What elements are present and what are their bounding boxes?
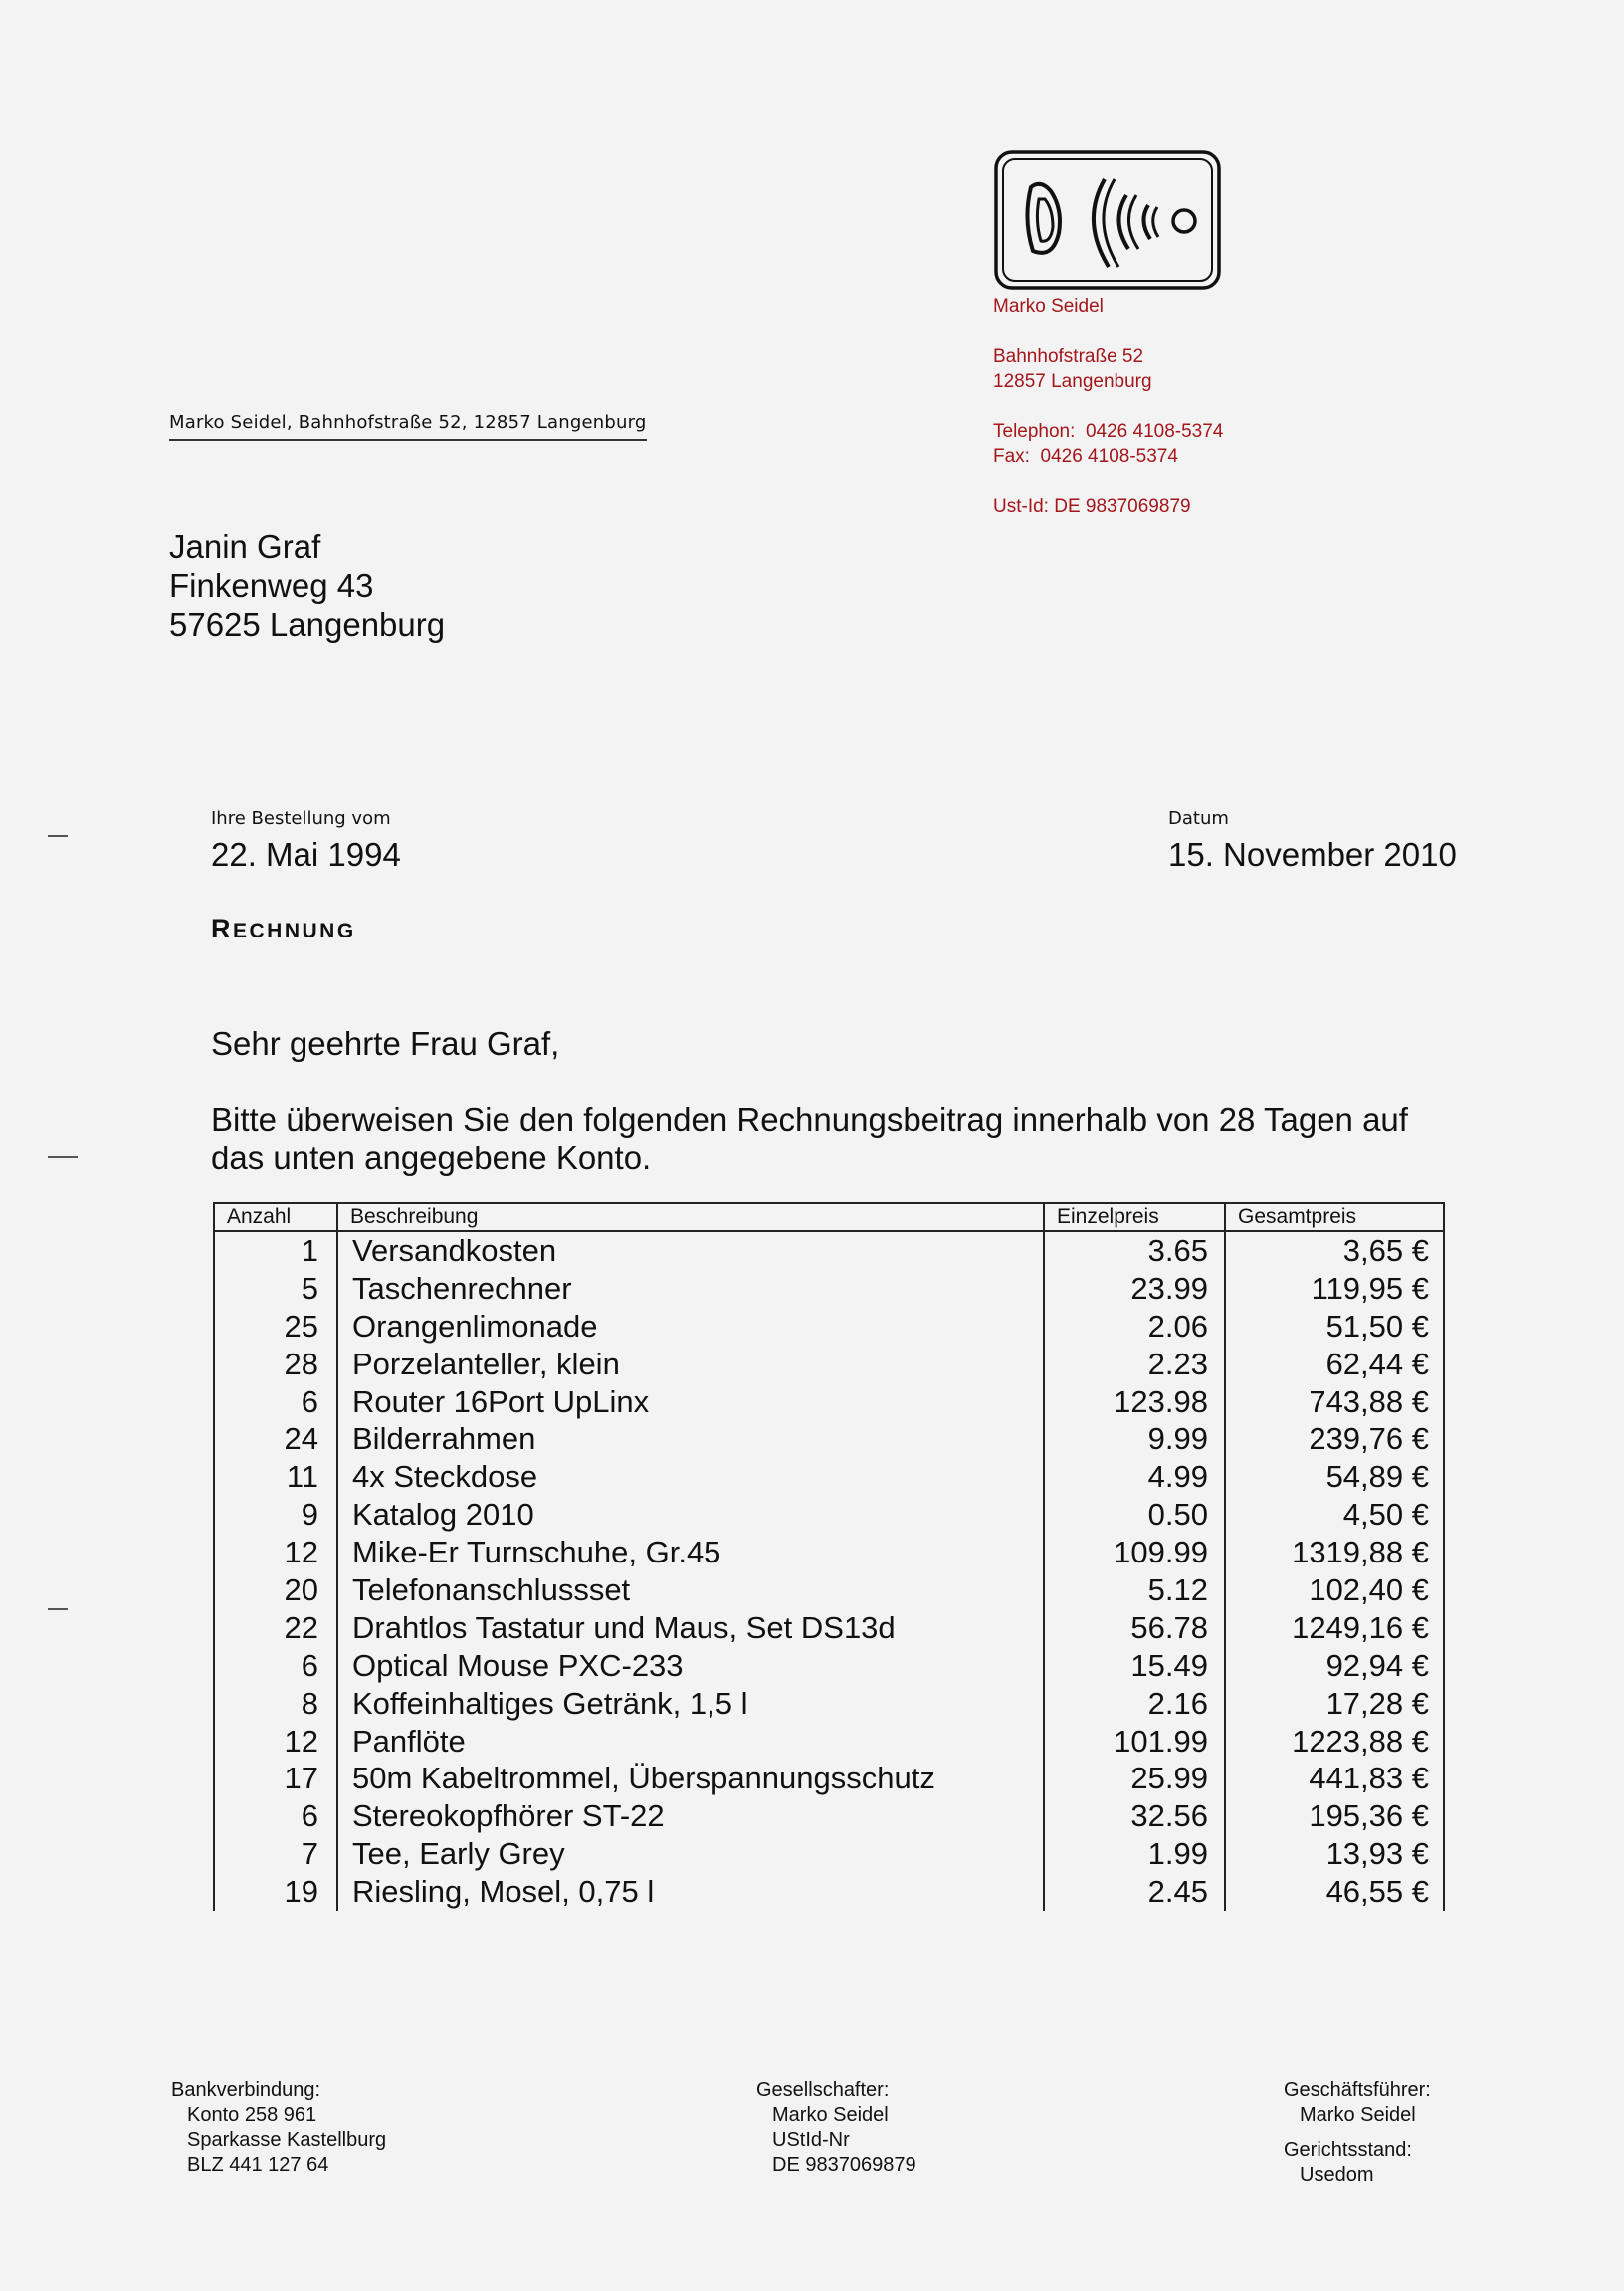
manager-label: Geschäftsführer: [1284,2079,1431,2101]
unit-price-cell: 5.12 [1044,1571,1225,1609]
partner-name: Marko Seidel [772,2104,889,2126]
order-date-label: Ihre Bestellung vom [211,808,391,829]
quantity-cell: 7 [214,1835,337,1873]
bank-code: BLZ 441 127 64 [187,2154,329,2176]
unit-price-cell: 32.56 [1044,1797,1225,1835]
description-cell: Versandkosten [337,1231,1044,1270]
quantity-cell: 25 [214,1308,337,1346]
sender-name: Marko Seidel [993,296,1104,316]
footer-bank [171,2078,386,2178]
sender-vat-id: Ust-Id: DE 9837069879 [993,496,1191,517]
quantity-cell: 20 [214,1571,337,1609]
company-logo [993,149,1222,291]
bank-label: Bankverbindung: [171,2079,321,2101]
bank-name: Sparkasse Kastellburg [187,2129,387,2151]
sender-phone: Telephon: 0426 4108-5374 [993,421,1224,442]
quantity-cell: 28 [214,1346,337,1383]
unit-price-cell: 1.99 [1044,1835,1225,1873]
sender-city: 12857 Langenburg [993,371,1152,392]
total-price-cell: 239,76 € [1225,1420,1444,1458]
unit-price-cell: 0.50 [1044,1496,1225,1534]
total-price-cell: 4,50 € [1225,1496,1444,1534]
description-cell: 50m Kabeltrommel, Überspannungsschutz [337,1760,1044,1797]
quantity-cell: 6 [214,1797,337,1835]
header-quantity: Anzahl [214,1203,337,1231]
unit-price-cell: 123.98 [1044,1383,1225,1421]
document-title [211,914,356,944]
unit-price-cell: 3.65 [1044,1231,1225,1270]
table-row [214,1609,1444,1647]
unit-price-cell: 4.99 [1044,1458,1225,1496]
table-row [214,1685,1444,1723]
description-cell: Riesling, Mosel, 0,75 l [337,1873,1044,1911]
table-row [214,1383,1444,1421]
quantity-cell: 6 [214,1383,337,1421]
table-row [214,1346,1444,1383]
quantity-cell: 1 [214,1231,337,1270]
total-price-cell: 743,88 € [1225,1383,1444,1421]
description-cell: Orangenlimonade [337,1308,1044,1346]
header-total-price: Gesamtpreis [1225,1203,1444,1231]
unit-price-cell: 56.78 [1044,1609,1225,1647]
fold-mark [48,1608,68,1610]
partner-label: Gesellschafter: [756,2079,890,2101]
recipient-address [169,527,445,644]
invoice-date: 15. November 2010 [1168,836,1457,873]
unit-price-cell: 2.23 [1044,1346,1225,1383]
quantity-cell: 12 [214,1534,337,1571]
total-price-cell: 17,28 € [1225,1685,1444,1723]
unit-price-cell: 2.16 [1044,1685,1225,1723]
table-row [214,1534,1444,1571]
total-price-cell: 1223,88 € [1225,1723,1444,1761]
unit-price-cell: 109.99 [1044,1534,1225,1571]
return-address: Marko Seidel, Bahnhofstraße 52, 12857 Langenburg [169,412,647,441]
total-price-cell: 62,44 € [1225,1346,1444,1383]
manager-name: Marko Seidel [1300,2104,1416,2126]
partner-vat-label: UStId-Nr [772,2129,850,2151]
total-price-cell: 13,93 € [1225,1835,1444,1873]
unit-price-cell: 2.45 [1044,1873,1225,1911]
table-row [214,1496,1444,1534]
table-row [214,1873,1444,1911]
quantity-cell: 22 [214,1609,337,1647]
table-row [214,1270,1444,1308]
title-initial: R [211,914,233,943]
total-price-cell: 119,95 € [1225,1270,1444,1308]
order-date: 22. Mai 1994 [211,836,401,873]
table-row [214,1571,1444,1609]
fold-mark [48,835,68,837]
unit-price-cell: 15.49 [1044,1647,1225,1685]
description-cell: Telefonanschlussset [337,1571,1044,1609]
bank-account: Konto 258 961 [187,2104,317,2126]
invoice-date-label: Datum [1168,808,1229,829]
total-price-cell: 92,94 € [1225,1647,1444,1685]
table-row [214,1797,1444,1835]
table-row [214,1231,1444,1270]
table-row [214,1723,1444,1761]
total-price-cell: 3,65 € [1225,1231,1444,1270]
total-price-cell: 46,55 € [1225,1873,1444,1911]
table-row [214,1458,1444,1496]
description-cell: Stereokopfhörer ST-22 [337,1797,1044,1835]
description-cell: Router 16Port UpLinx [337,1383,1044,1421]
partner-vat-id: DE 9837069879 [772,2154,916,2176]
unit-price-cell: 23.99 [1044,1270,1225,1308]
recipient-street: Finkenweg 43 [169,567,374,604]
header-unit-price: Einzelpreis [1044,1203,1225,1231]
court-label: Gerichtsstand: [1284,2139,1412,2161]
description-cell: Mike-Er Turnschuhe, Gr.45 [337,1534,1044,1571]
table-row [214,1647,1444,1685]
title-rest: ECHNUNG [233,920,356,942]
total-price-cell: 51,50 € [1225,1308,1444,1346]
table-header-row [214,1203,1444,1231]
description-cell: Panflöte [337,1723,1044,1761]
quantity-cell: 19 [214,1873,337,1911]
table-row [214,1420,1444,1458]
total-price-cell: 1319,88 € [1225,1534,1444,1571]
total-price-cell: 102,40 € [1225,1571,1444,1609]
quantity-cell: 11 [214,1458,337,1496]
description-cell: Porzelanteller, klein [337,1346,1044,1383]
description-cell: Katalog 2010 [337,1496,1044,1534]
unit-price-cell: 2.06 [1044,1308,1225,1346]
total-price-cell: 441,83 € [1225,1760,1444,1797]
fold-mark [48,1156,78,1158]
total-price-cell: 1249,16 € [1225,1609,1444,1647]
description-cell: Tee, Early Grey [337,1835,1044,1873]
recipient-name: Janin Graf [169,528,321,565]
quantity-cell: 12 [214,1723,337,1761]
salutation: Sehr geehrte Frau Graf, [211,1025,560,1062]
footer-partner [756,2078,916,2178]
recipient-city: 57625 Langenburg [169,606,446,643]
quantity-cell: 8 [214,1685,337,1723]
table-row [214,1760,1444,1797]
total-price-cell: 195,36 € [1225,1797,1444,1835]
sender-street: Bahnhofstraße 52 [993,346,1144,367]
court-name: Usedom [1300,2164,1374,2186]
description-cell: Taschenrechner [337,1270,1044,1308]
description-cell: Bilderrahmen [337,1420,1044,1458]
description-cell: Koffeinhaltiges Getränk, 1,5 l [337,1685,1044,1723]
quantity-cell: 5 [214,1270,337,1308]
table-row [214,1835,1444,1873]
quantity-cell: 6 [214,1647,337,1685]
unit-price-cell: 9.99 [1044,1420,1225,1458]
unit-price-cell: 25.99 [1044,1760,1225,1797]
quantity-cell: 24 [214,1420,337,1458]
intro-text: Bitte überweisen Sie den folgenden Rechnungsbeitrag innerhalb von 28 Tagen auf das unten angegebene Konto. [211,1101,1408,1176]
quantity-cell: 9 [214,1496,337,1534]
description-cell: Optical Mouse PXC-233 [337,1647,1044,1685]
invoice-table [213,1202,1445,1911]
table-row [214,1308,1444,1346]
total-price-cell: 54,89 € [1225,1458,1444,1496]
sender-fax: Fax: 0426 4108-5374 [993,446,1178,467]
unit-price-cell: 101.99 [1044,1723,1225,1761]
header-description: Beschreibung [337,1203,1044,1231]
quantity-cell: 17 [214,1760,337,1797]
description-cell: Drahtlos Tastatur und Maus, Set DS13d [337,1609,1044,1647]
description-cell: 4x Steckdose [337,1458,1044,1496]
footer-manager [1284,2078,1431,2187]
